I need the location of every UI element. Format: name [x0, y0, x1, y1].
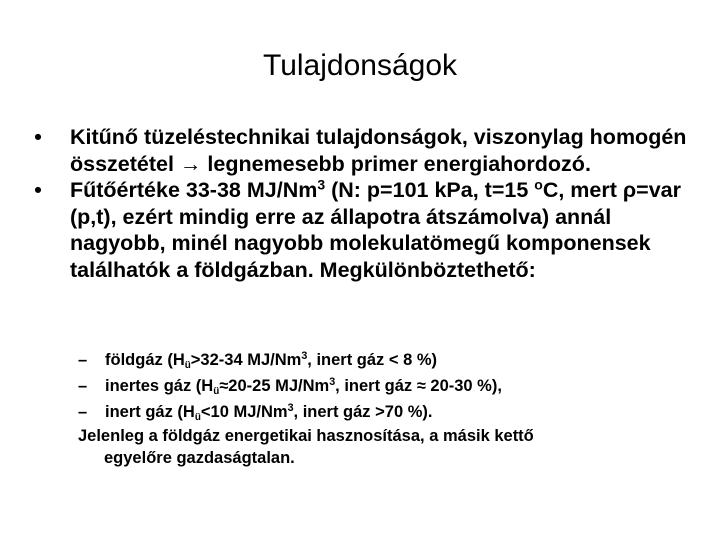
text-segment: , inert gáz < 8 %)	[307, 351, 438, 369]
superscript: o	[534, 176, 543, 193]
text-segment: , inert gáz >70 %).	[293, 403, 433, 421]
text-segment: <10 MJ/Nm	[200, 403, 288, 421]
dash-icon: –	[78, 377, 88, 395]
bullet-text: Kitűnő tüzeléstechnikai tulajdonságok, viszonylag homogén összetétel → legnemesebb primer energiahordozó.	[70, 125, 687, 176]
text-segment: (N: p=101 kPa, t=15	[325, 178, 535, 202]
note-line: egyelőre gazdaságtalan.	[104, 449, 295, 467]
text-segment: C, mert ρ=var (p,t), ezért mindig erre az állapotra átszámolva) annál nagyobb, minél nagyobb molekulatömegű komponensek találhatók a földgázban. Megkülönböztethető:	[70, 178, 681, 282]
sub-item-inert-gas	[78, 399, 698, 425]
bullet-item-heating-value	[28, 177, 688, 283]
note-paragraph	[78, 425, 678, 469]
superscript: 3	[329, 376, 336, 389]
dash-icon: –	[78, 403, 88, 421]
sub-item-inertes-gas	[78, 373, 698, 399]
text-segment: , inert gáz ≈ 20-30 %),	[335, 377, 502, 395]
subscript: ü	[184, 359, 191, 371]
note-line: Jelenleg a földgáz energetikai hasznosítása, a másik kettő	[78, 427, 534, 445]
bullet-text	[70, 178, 681, 282]
bullet-item-properties	[28, 124, 688, 177]
superscript: 3	[301, 350, 308, 363]
subscript: ü	[194, 411, 201, 423]
superscript: 3	[287, 402, 294, 415]
sub-list	[78, 347, 698, 425]
text-segment: földgáz (H	[105, 351, 185, 369]
bullet-list	[28, 124, 688, 283]
bullet-icon: •	[34, 178, 42, 202]
text-segment: inertes gáz (H	[105, 377, 214, 395]
slide-title: Tulajdonságok	[262, 49, 458, 82]
superscript: 3	[317, 176, 326, 193]
text-segment: ≈20-25 MJ/Nm	[219, 377, 330, 395]
sub-item-natural-gas	[78, 347, 698, 373]
text-segment: >32-34 MJ/Nm	[190, 351, 302, 369]
text-segment: Fűtőértéke 33-38 MJ/Nm	[70, 178, 318, 202]
bullet-icon: •	[34, 125, 42, 149]
subscript: ü	[213, 385, 220, 397]
dash-icon: –	[78, 351, 88, 369]
text-segment: inert gáz (H	[105, 403, 195, 421]
